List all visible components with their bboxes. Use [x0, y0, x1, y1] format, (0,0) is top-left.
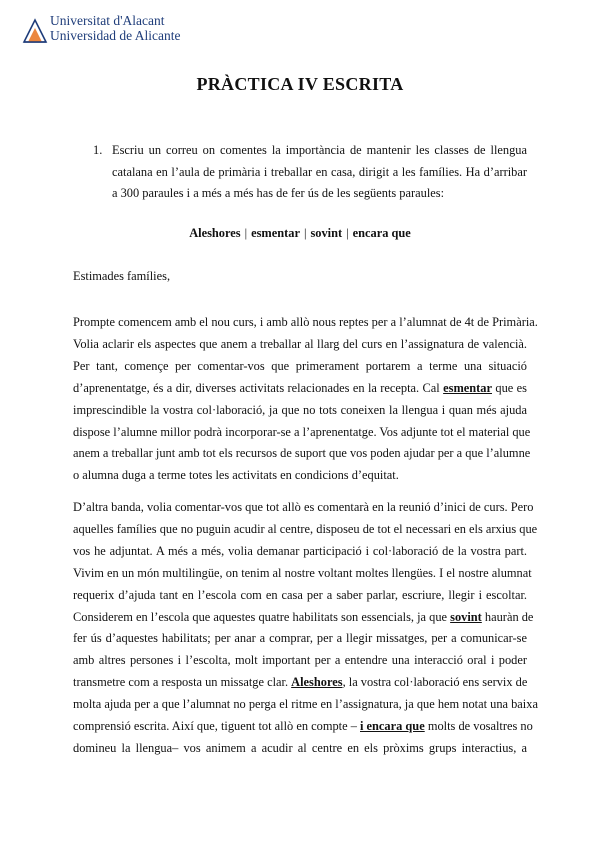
word-encara-que: encara que [352, 226, 411, 240]
text-segment: Considerem en l’escola que aquestes quatre habilitats son essencials, ja que [73, 609, 448, 624]
text-line: molta ajuda per a que l’alumnat no perga el ritme en l’assignatura, ja que hem notat una baixa [73, 697, 538, 712]
text-line: Prompte comencem amb el nou curs, i amb allò nous reptes per a l’alumnat de 4t de Primària. [73, 315, 538, 329]
paragraph-1 [73, 312, 538, 487]
university-logo-icon [22, 16, 48, 44]
question-number: 1. [93, 143, 103, 157]
question-item [93, 140, 527, 205]
text-line: Volia aclarir els aspectes que anem a treballar al llarg del curs en l’assignatura de valencià. [73, 336, 527, 351]
keyword-esmentar: esmentar [443, 380, 492, 395]
text-line: Vivim en un món multilingüe, on tenim al nostre voltant moltes llengües. I el nostre alumnat [73, 565, 532, 580]
logo-line-spanish: Universidad de Alicante [50, 27, 181, 43]
text-line: vos he adjuntat. A més a més, volia demanar participació i col·laboració de la vostra part. [73, 543, 527, 558]
logo-text [50, 14, 180, 43]
word-sovint: sovint [310, 226, 343, 240]
word-separator: | [346, 226, 349, 240]
text-line: domineu la llengua– vos animem a acudir al centre en els pròxims grups interactius, a [73, 740, 527, 755]
keyword-sovint: sovint [450, 609, 482, 624]
text-line [73, 607, 534, 629]
greeting: Estimades famílies, [73, 269, 171, 283]
text-line: anem a treballar junt amb tot els recursos de suport que vos poden ajudar per a que l’alumne [73, 446, 531, 461]
page-title: PRÀCTICA IV ESCRITA [196, 74, 404, 94]
text-line [73, 378, 527, 400]
text-line: Per tant, començe per comentar-vos que primerament portarem a terme una situació [73, 358, 527, 373]
text-segment: d’aprenentatge, és a dir, diverses activitats relacionades en la recepta. Cal [73, 380, 440, 395]
text-line: amb altres persones i l’escolta, molt important per a entendre una interacció oral i poder [73, 653, 527, 668]
text-segment: molts de vosaltres no [427, 719, 533, 734]
text-line: imprescindible la vostra col·laboració, ja que no tots coneixen la llengua i quan més ajuda [73, 402, 527, 417]
text-segment: comprensió escrita. Així que, tiguent tot allò en compte – [73, 719, 357, 734]
text-line: aquelles famílies que no puguin acudir al centre, disposeu de tot el necessari en els arxius que [73, 521, 538, 536]
keyword-encara-que: i encara que [360, 719, 425, 734]
text-line [73, 672, 527, 694]
text-segment: , la vostra col·laboració ens servix de [342, 675, 528, 690]
text-segment: que es [495, 380, 527, 395]
word-esmentar: esmentar [251, 226, 300, 240]
word-aleshores: Aleshores [189, 226, 241, 240]
logo-line-valencian: Universitat d'Alacant [50, 13, 165, 28]
text-segment: hauràn de [484, 609, 534, 624]
word-separator: | [303, 226, 307, 240]
text-line: o alumna duga a terme totes les activitats en condicions d’equitat. [73, 468, 399, 483]
keyword-aleshores: Aleshores [291, 675, 343, 690]
text-segment: transmetre com a resposta un missatge clar. [73, 675, 289, 690]
text-line: requerix d’ajuda tant en l’escola com en casa per a saber parlar, escriure, llegir i escoltar. [73, 587, 527, 602]
text-line: D’altra banda, volia comentar-vos que tot allò es comentarà en la reunió d’inici de curs. Pero [73, 500, 534, 514]
text-line: dispose l’alumne millor podrà incorporar-se a l’aprenentatge. Vos adjunte tot el material que [73, 424, 531, 439]
question-text: Escriu un correu on comentes la importància de mantenir les classes de llengua catalana en l’aula de primària i treballar en casa, dirigit a les famílies. Ha d’arribar a 300 paraules i a més a més has de fer ús de les següents paraules: [112, 143, 527, 200]
text-line: fer ús d’aquestes habilitats; per anar a comprar, per a llegir missatges, per a comunicar-se [73, 631, 527, 646]
paragraph-2 [73, 497, 538, 760]
word-separator: | [244, 226, 248, 240]
text-line [73, 716, 533, 738]
university-logo [22, 14, 182, 48]
required-words [0, 226, 600, 241]
